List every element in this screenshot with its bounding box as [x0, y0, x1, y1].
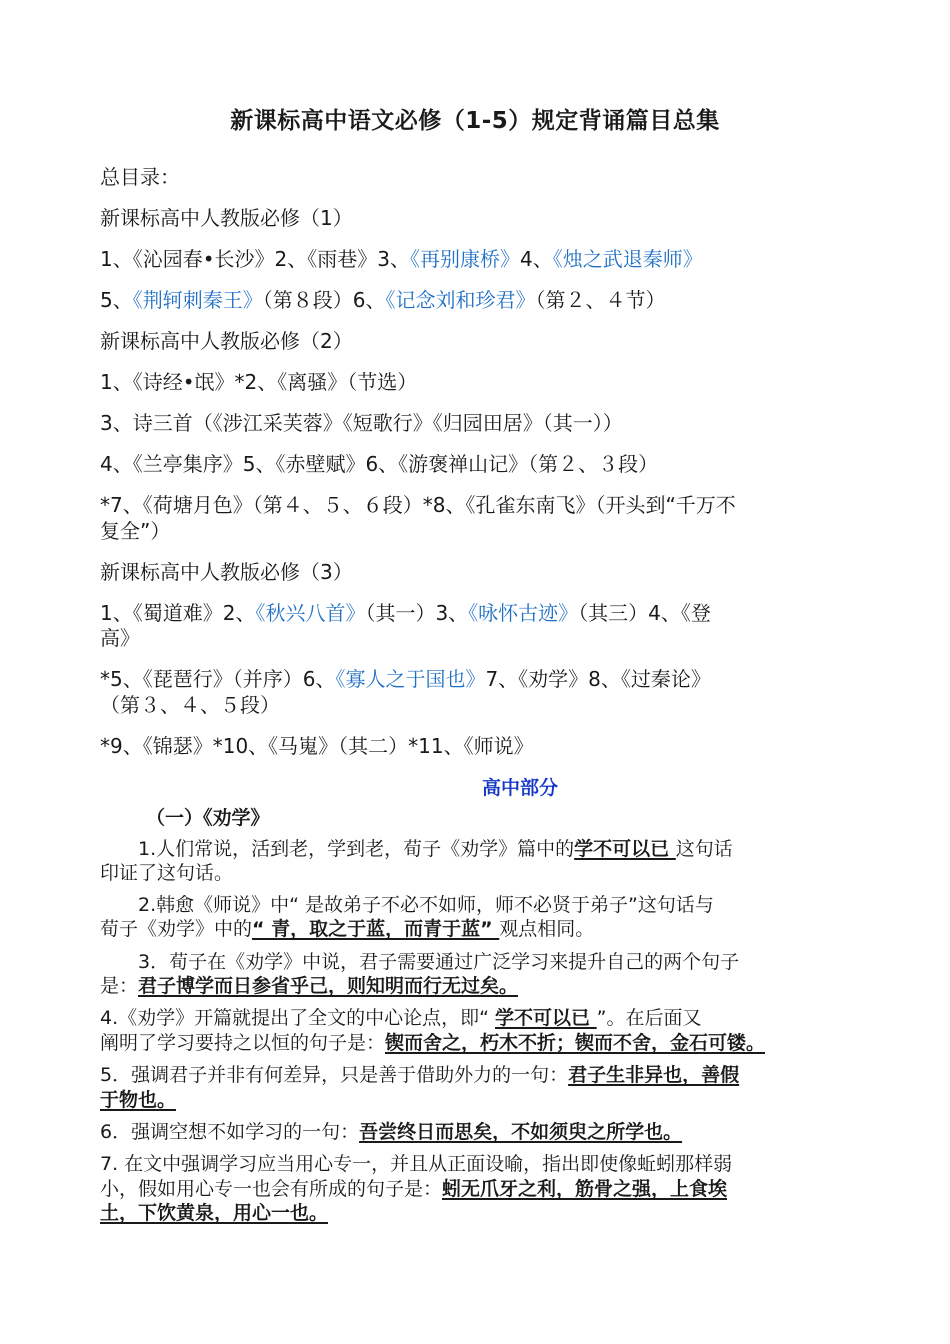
question-line: [100, 1063, 739, 1087]
title-link[interactable]: 《咏怀古迹》: [468, 601, 579, 625]
line-text: 是：: [100, 975, 139, 997]
question-line: [100, 1201, 328, 1225]
line-text: 7. 在文中强调学习应当用心专一，并且从正面设喻，指出即使像蚯蚓那样弱: [100, 1153, 733, 1175]
book-2-line-3: [100, 451, 658, 477]
line-text: 小，假如用心专一也会有所成的句子是：: [100, 1178, 443, 1200]
question-line: [100, 861, 233, 885]
book-1-line-1: [100, 246, 703, 272]
line-text: （第３、４、５段）: [100, 693, 280, 717]
line-text: （其三）4、《登: [578, 601, 711, 625]
line-text: 高》: [100, 626, 140, 650]
book-2-heading: 新课标高中人教版必修（2）: [100, 329, 353, 353]
answer-text: 吾尝终日而思矣，不如须臾之所学也。: [359, 1121, 683, 1143]
question-line: [100, 974, 518, 998]
question-line: [100, 1177, 727, 1201]
line-text: （第２、４节）: [535, 288, 666, 312]
toc-label: 总目录：: [100, 165, 180, 189]
answer-text: 蚓无爪牙之利，筋骨之强，上食埃: [442, 1178, 728, 1200]
question-line: [100, 1088, 176, 1112]
line-text: 5、: [100, 288, 133, 312]
section-title: 高中部分: [481, 777, 558, 799]
answer-text: 君子博学而日参省乎己，则知明而行无过矣。: [138, 975, 519, 997]
line-text: 5．强调君子并非有何差异，只是善于借助外力的一句：: [100, 1064, 569, 1086]
question-line: [100, 1006, 701, 1030]
line-text: *9、《锦瑟》*10、《马嵬》（其二）*11、《师说》: [100, 734, 534, 758]
question-line: [100, 837, 733, 861]
answer-text: 学不可以已: [574, 838, 676, 860]
answer-text: 土，下饮黄泉，用心一也。: [100, 1202, 329, 1224]
line-text: 1、《诗经•氓》*2、《离骚》（节选）: [100, 370, 418, 394]
title-link[interactable]: 《烛之武退秦师》: [552, 247, 703, 271]
answer-text: 锲而舍之，朽木不折；锲而不舍，金石可镂。: [385, 1032, 766, 1054]
question-line: [100, 893, 714, 917]
book-2-line-2: [100, 410, 623, 436]
subsection-title: （一）《劝学》: [146, 807, 270, 829]
title-link[interactable]: 《寡人之于国也》: [335, 667, 486, 691]
answer-text: 君子生非异也，善假: [568, 1064, 740, 1086]
question-line: [100, 917, 594, 941]
answer-text: 于物也。: [100, 1089, 177, 1111]
question-line: [100, 1120, 682, 1144]
book-2-line-4: [100, 492, 736, 518]
book-1-heading: 新课标高中人教版必修（1）: [100, 206, 353, 230]
question-line: [100, 950, 739, 974]
line-text: 4.《劝学》开篇就提出了全文的中心论点，即“: [100, 1007, 496, 1029]
title-link[interactable]: 《荆轲刺秦王》: [132, 288, 263, 312]
line-text: *7、《荷塘月色》（第４、５、６段）*8、《孔雀东南飞》（开头到“千万不: [100, 493, 736, 517]
book-3-line-2: [100, 625, 140, 651]
line-text: 荀子《劝学》中的: [100, 918, 253, 940]
line-text: 6．强调空想不如学习的一句：: [100, 1121, 360, 1143]
document-title: 新课标高中语文必修（1-5）规定背诵篇目总集: [230, 108, 720, 134]
line-text: 观点相同。: [499, 918, 595, 940]
line-text: 1、《蜀道难》2、: [100, 601, 256, 625]
line-text: 复全”）: [100, 519, 171, 543]
book-3-line-5: [100, 733, 534, 759]
line-text: （第８段）6、: [262, 288, 386, 312]
line-text: （其一）3、: [365, 601, 469, 625]
book-2-line-1: [100, 369, 417, 395]
line-text: ”。在后面又: [596, 1007, 702, 1029]
book-3-line-1: [100, 600, 711, 626]
book-2-line-5: [100, 518, 170, 544]
line-text: 这句话: [675, 838, 733, 860]
line-text: 1.人们常说，活到老，学到老，荀子《劝学》篇中的: [100, 838, 575, 860]
book-3-line-3: [100, 666, 711, 692]
line-text: 7、《劝学》8、《过秦论》: [485, 667, 711, 691]
question-line: [100, 1152, 732, 1176]
book-3-line-4: [100, 692, 280, 718]
line-text: *5、《琵琶行》（并序）6、: [100, 667, 336, 691]
book-1-line-2: [100, 287, 665, 313]
title-link[interactable]: 《再别康桥》: [409, 247, 520, 271]
title-link[interactable]: 《记念刘和珍君》: [385, 288, 536, 312]
title-link[interactable]: 《秋兴八首》: [255, 601, 366, 625]
answer-text: 学不可以已: [495, 1007, 597, 1029]
line-text: 印证了这句话。: [100, 862, 234, 884]
line-text: 阐明了学习要持之以恒的句子是：: [100, 1032, 386, 1054]
answer-text: “ 青，取之于蓝，而青于蓝”: [252, 918, 500, 940]
line-text: 3、诗三首（《涉江采芙蓉》《短歌行》《归园田居》（其一））: [100, 411, 623, 435]
line-text: 1、《沁园春•长沙》2、《雨巷》3、: [100, 247, 410, 271]
line-text: 3．荀子在《劝学》中说，君子需要通过广泛学习来提升自己的两个句子: [100, 951, 740, 973]
book-3-heading: 新课标高中人教版必修（3）: [100, 560, 353, 584]
line-text: 4、: [519, 247, 553, 271]
line-text: 2.韩愈《师说》中“ 是故弟子不必不如师，师不必贤于弟子”这句话与: [100, 894, 714, 916]
question-line: [100, 1031, 765, 1055]
line-text: 4、《兰亭集序》5、《赤壁赋》6、《游褒禅山记》（第２、３段）: [100, 452, 659, 476]
